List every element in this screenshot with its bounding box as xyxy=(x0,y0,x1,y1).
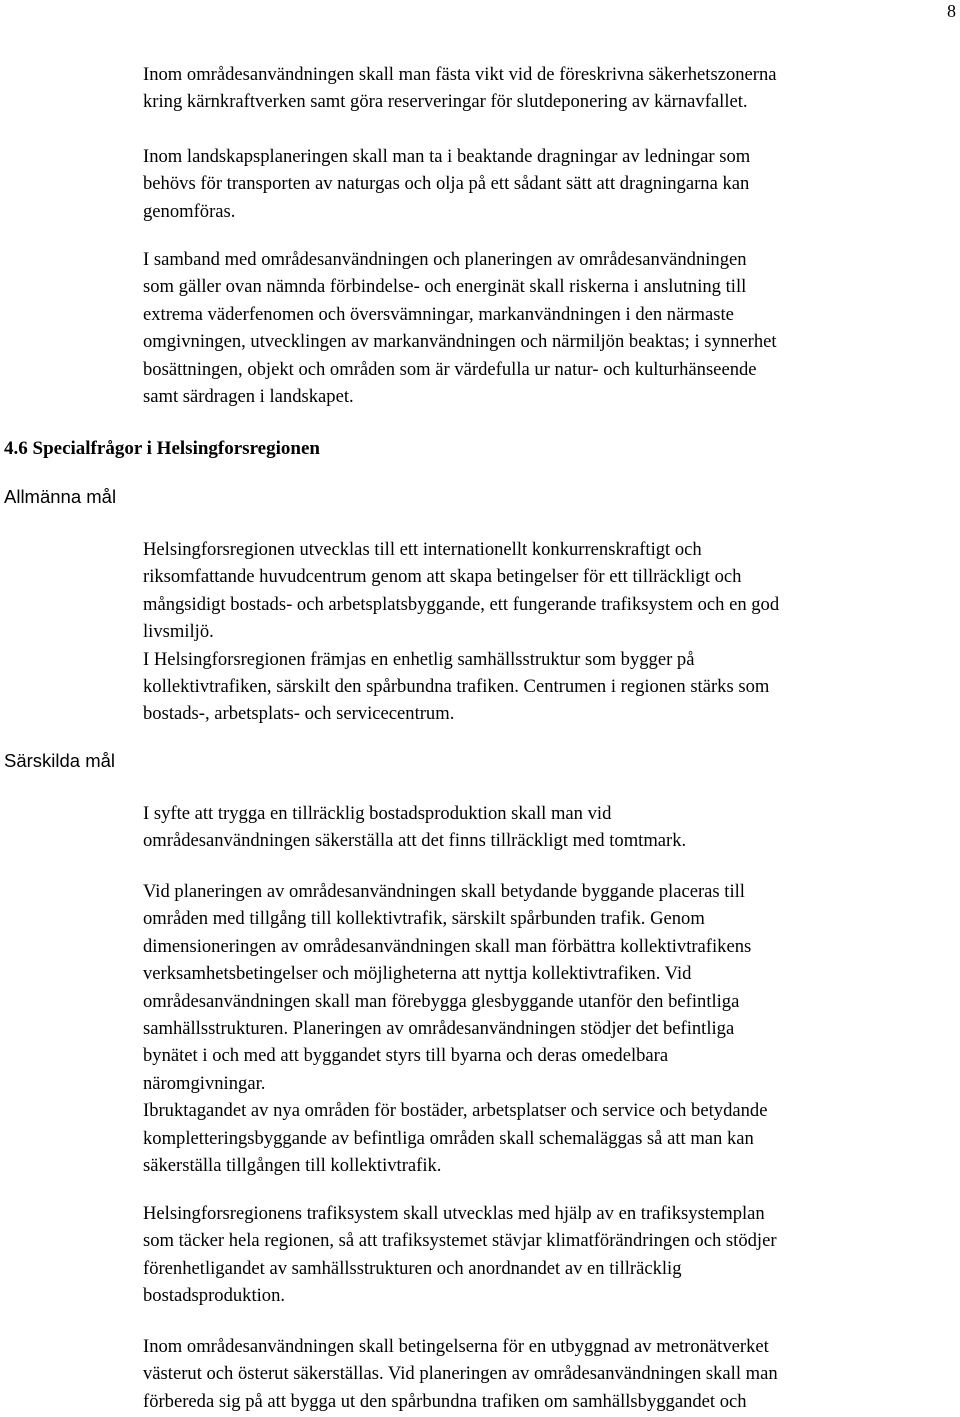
text-line: Inom områdesanvändningen skall man fästa vikt vid de föreskrivna säkerhetszonerna xyxy=(143,64,777,85)
paragraph-metro-network xyxy=(143,1333,958,1415)
text-line: bosättningen, objekt och områden som är värdefulla ur natur- och kulturhänseende xyxy=(143,358,757,380)
text-line: Helsingforsregionen utvecklas till ett internationellt konkurrenskraftigt och xyxy=(143,539,702,560)
text-line: områden med tillgång till kollektivtrafik, särskilt spårbunden trafik. Genom xyxy=(143,908,705,930)
text-line: Helsingforsregionens trafiksystem skall utvecklas med hjälp av en trafiksystemplan xyxy=(143,1203,765,1224)
special-goals-label: Särskilda mål xyxy=(4,750,116,771)
paragraph-public-transport-planning xyxy=(143,878,958,1179)
text-line: som täcker hela regionen, så att trafiksystemet stävjar klimatförändringen och stödjer xyxy=(143,1230,777,1252)
text-line: Ibruktagandet av nya områden för bostäder, arbetsplatser och service och betydande xyxy=(143,1100,768,1122)
section-heading: 4.6 Specialfrågor i Helsingforsregionen xyxy=(4,438,320,459)
text-line: som gäller ovan nämnda förbindelse- och energinät skall riskerna i anslutning till xyxy=(143,276,747,298)
paragraph-traffic-system xyxy=(143,1200,958,1310)
text-line: omgivningen, utvecklingen av markanvändningen och närmiljön beaktas; i synnerhet xyxy=(143,331,777,353)
paragraph-gas-oil-lines xyxy=(143,143,958,225)
text-line: näromgivningar. xyxy=(143,1072,266,1094)
text-line: Inom områdesanvändningen skall betingelserna för en utbyggnad av metronätverket xyxy=(143,1336,769,1357)
text-line: mångsidigt bostads- och arbetsplatsbyggande, ett fungerande trafiksystem och en god xyxy=(143,593,780,615)
text-line: samhällsstrukturen. Planeringen av områdesanvändningen stödjer det befintliga xyxy=(143,1018,735,1040)
text-line: behövs för transporten av naturgas och olja på ett sådant sätt att dragningarna kan xyxy=(143,173,750,195)
page-number: 8 xyxy=(947,1,956,21)
general-goals-label: Allmänna mål xyxy=(4,486,117,507)
text-line: västerut och österut säkerställas. Vid planeringen av områdesanvändningen skall man xyxy=(143,1363,778,1385)
paragraph-housing-land xyxy=(143,800,958,855)
text-line: I Helsingforsregionen främjas en enhetlig samhällsstruktur som bygger på xyxy=(143,648,695,670)
text-line: riksomfattande huvudcentrum genom att skapa betingelser för ett tillräckligt och xyxy=(143,566,742,588)
text-line: genomföras. xyxy=(143,200,236,222)
text-line: säkerställa tillgången till kollektivtrafik. xyxy=(143,1155,442,1177)
text-line: verksamhetsbetingelser och möjligheterna att nyttja kollektivtrafiken. Vid xyxy=(143,963,692,985)
text-line: kollektivtrafiken, särskilt den spårbundna trafiken. Centrumen i regionen stärks som xyxy=(143,676,770,698)
paragraph-safety-zones xyxy=(143,61,958,116)
text-line: förenhetligandet av samhällsstrukturen och anordnandet av en tillräcklig xyxy=(143,1257,682,1279)
text-line: områdesanvändningen skall man förebygga glesbyggande utanför den befintliga xyxy=(143,990,740,1012)
text-line: dimensioneringen av områdesanvändningen skall man förbättra kollektivtrafikens xyxy=(143,935,752,957)
text-line: livsmiljö. xyxy=(143,621,214,643)
paragraph-risks xyxy=(143,246,958,410)
text-line: Vid planeringen av områdesanvändningen skall betydande byggande placeras till xyxy=(143,881,745,902)
text-line: Inom landskapsplaneringen skall man ta i beaktande dragningar av ledningar som xyxy=(143,146,751,167)
text-line: kompletteringsbyggande av befintliga områden skall schemaläggas så att man kan xyxy=(143,1127,754,1149)
text-line: I syfte att trygga en tillräcklig bostadsproduktion skall man vid xyxy=(143,803,612,824)
text-line: bostadsproduktion. xyxy=(143,1285,286,1307)
text-line: områdesanvändningen säkerställa att det finns tillräckligt med tomtmark. xyxy=(143,830,687,852)
text-line: förbereda sig på att bygga ut den spårbundna trafiken om samhällsbyggandet och xyxy=(143,1390,747,1412)
text-line: bostads-, arbetsplats- och servicecentrum. xyxy=(143,703,455,725)
text-line: I samband med områdesanvändningen och planeringen av områdesanvändningen xyxy=(143,249,747,270)
text-line: samt särdragen i landskapet. xyxy=(143,386,354,408)
text-line: bynätet i och med att byggandet styrs till byarna och deras omedelbara xyxy=(143,1045,669,1067)
text-line: extrema väderfenomen och översvämningar, markanvändningen i den närmaste xyxy=(143,303,734,325)
text-line: kring kärnkraftverken samt göra reserveringar för slutdeponering av kärnavfallet. xyxy=(143,91,748,113)
paragraph-general-goals xyxy=(143,536,958,728)
